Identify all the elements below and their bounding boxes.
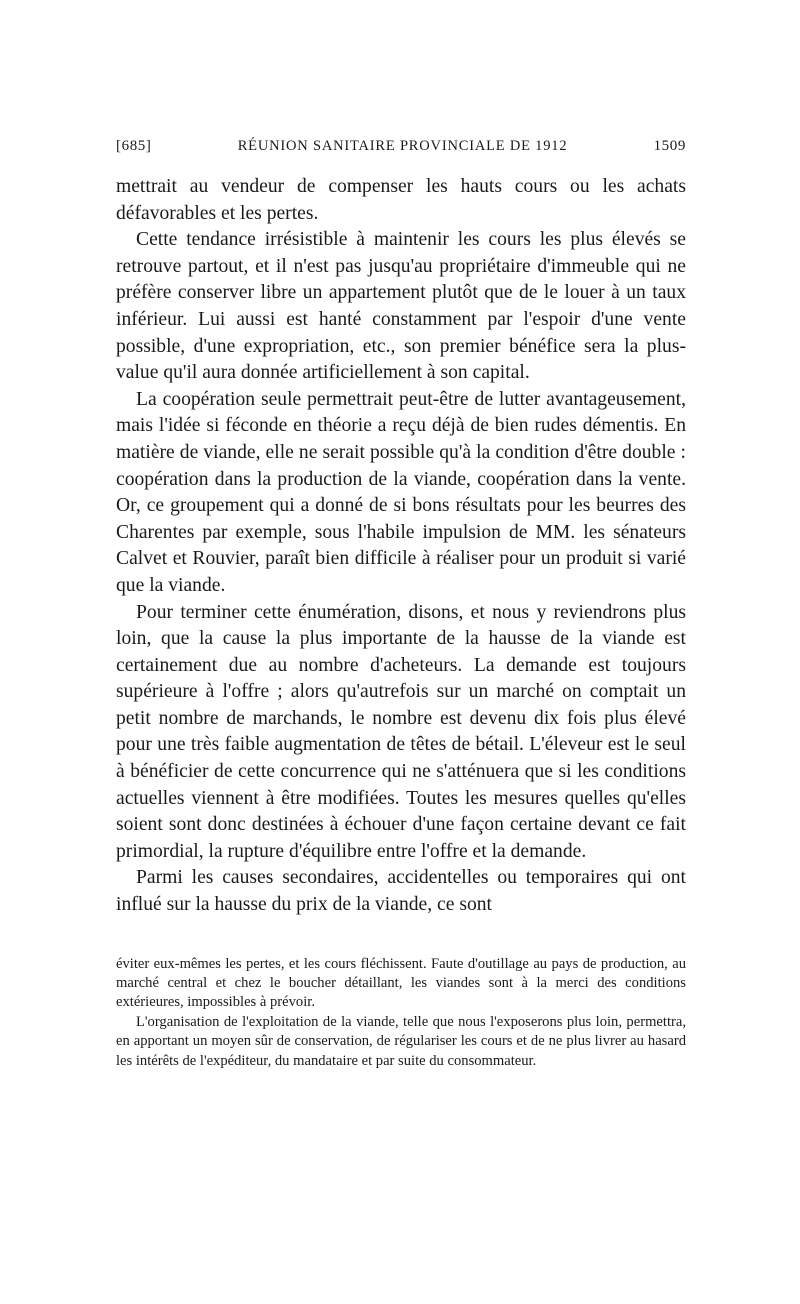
running-title: RÉUNION SANITAIRE PROVINCIALE DE 1912 [237,138,568,154]
page-number: 1509 [653,138,686,154]
paragraph: Parmi les causes secondaires, accidentelles ou temporaires qui ont influé sur la hausse du prix de la viande, ce sont [116,867,686,916]
footnotes [116,955,686,1071]
page-reference: [685] [116,138,152,154]
book-page [116,138,686,1071]
paragraph: Cette tendance irrésistible à maintenir les cours les plus élevés se retrouve partout, et il n'est pas jusqu'au propriétaire d'immeuble qui ne préfère conserver libre un appartement plutôt que de le louer à un taux inférieur. Lui aussi est hanté constamment par l'espoir d'une vente possible, d'une expropriation, etc., son premier bénéfice sera la plus-value qu'il aura donnée artificiellement à son capital. [116,229,686,384]
paragraph-continued: mettrait au vendeur de compenser les hauts cours ou les achats défavorables et les pertes. [116,176,686,224]
footnote-paragraph: L'organisation de l'exploitation de la viande, telle que nous l'exposerons plus loin, permettra, en apportant un moyen sûr de conservation, de régulariser les cours et de ne plus livrer au hasard les intérêts de l'expéditeur, du mandataire et par suite du consommateur. [116,1013,686,1069]
running-header [116,138,686,162]
footnote-continued: éviter eux-mêmes les pertes, et les cours fléchissent. Faute d'outillage au pays de production, au marché central et chez le boucher détaillant, les viandes sont à la merci des conditions extérieures, impossibles à prévoir. [116,955,686,1011]
main-text [116,174,686,919]
paragraph: Pour terminer cette énumération, disons, et nous y reviendrons plus loin, que la cause la plus importante de la hausse de la viande est certainement due au nombre d'acheteurs. La demande est toujours supérieure à l'offre ; alors qu'autrefois sur un marché on comptait un petit nombre de marchands, le nombre est devenu dix fois plus élevé pour une très faible augmentation de têtes de bétail. L'éleveur est le seul à bénéficier de cette concurrence qui ne s'atténuera que si les conditions actuelles viennent à être modifiées. Toutes les mesures quelles qu'elles soient sont donc destinées à échouer d'une façon certaine devant ce fait primordial, la rupture d'équilibre entre l'offre et la demande. [116,601,686,862]
paragraph: La coopération seule permettrait peut-être de lutter avantageusement, mais l'idée si féconde en théorie a reçu déjà de bien rudes démentis. En matière de viande, elle ne serait possible qu'à la condition d'être double : coopération dans la production de la viande, coopération dans la vente. Or, ce groupement qui a donné de si bons résultats pour les beurres des Charentes par exemple, sous l'habile impulsion de MM. les sénateurs Calvet et Rouvier, paraît bien difficile à réaliser pour un produit si varié que la viande. [116,388,686,596]
